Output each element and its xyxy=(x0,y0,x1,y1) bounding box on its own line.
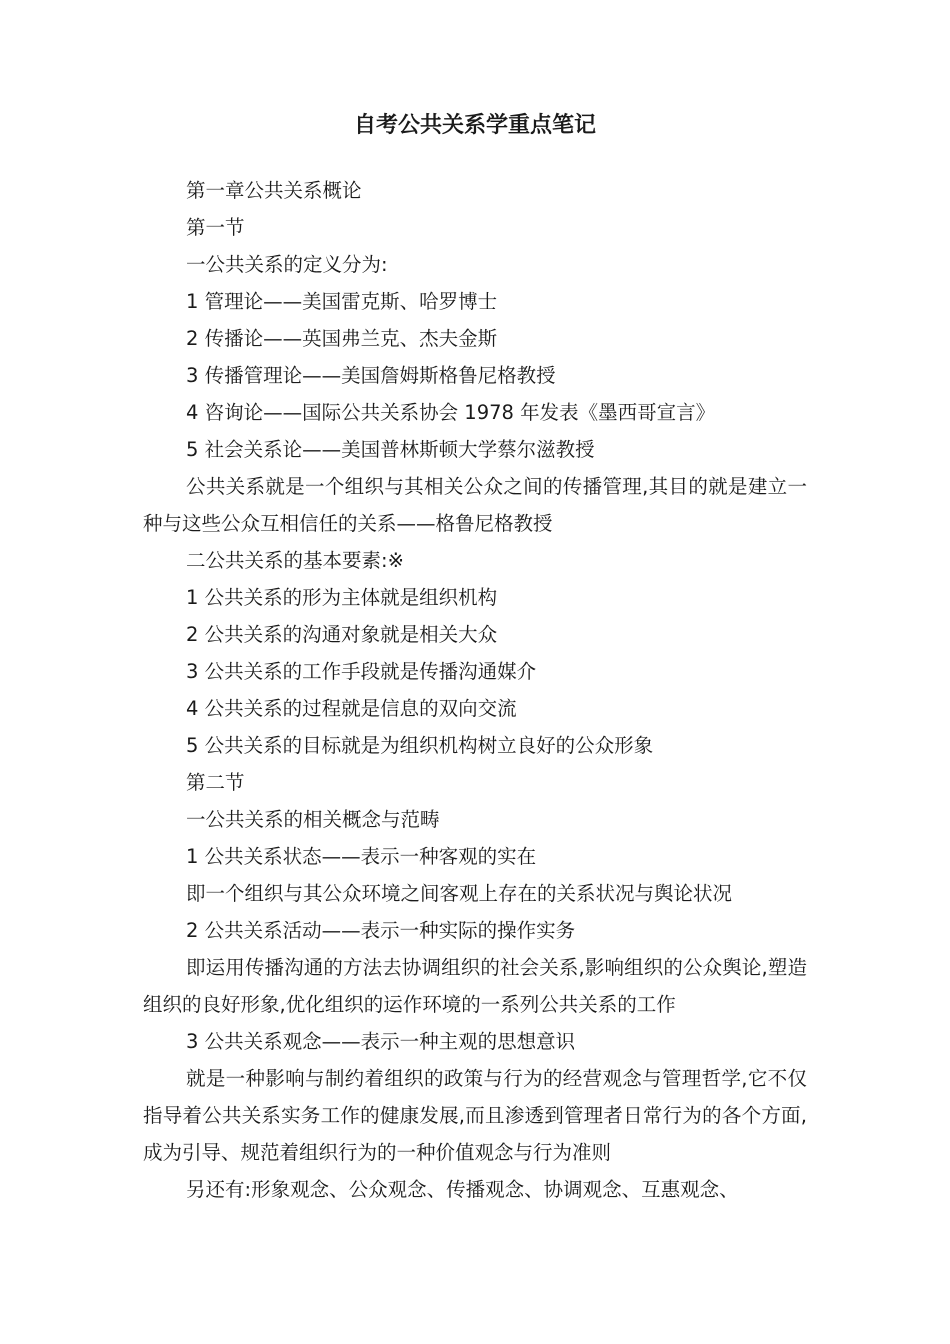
list-item: 1 公共关系的形为主体就是组织机构 xyxy=(186,586,498,609)
list-item: 1 管理论——美国雷克斯、哈罗博士 xyxy=(186,290,498,313)
section-heading: 第二节 xyxy=(186,771,245,794)
paragraph: 即一个组织与其公众环境之间客观上存在的关系状况与舆论状况 xyxy=(186,882,733,905)
subsection-heading: 一公共关系的相关概念与范畴 xyxy=(186,808,440,831)
list-item: 5 公共关系的目标就是为组织机构树立良好的公众形象 xyxy=(186,734,654,757)
paragraph: 就是一种影响与制约着组织的政策与行为的经营观念与管理哲学,它不仅指导着公共关系实务工作的健康发展,而且渗透到管理者日常行为的各个方面,成为引导、规范着组织行为的一种价值观念与行为准则 xyxy=(143,1067,807,1164)
chapter-heading: 第一章公共关系概论 xyxy=(186,179,362,202)
paragraph: 另还有:形象观念、公众观念、传播观念、协调观念、互惠观念、 xyxy=(186,1178,739,1201)
paragraph: 即运用传播沟通的方法去协调组织的社会关系,影响组织的公众舆论,塑造组织的良好形象,优化组织的运作环境的一系列公共关系的工作 xyxy=(143,956,807,1016)
document-body xyxy=(143,172,807,1208)
list-item: 3 公共关系观念——表示一种主观的思想意识 xyxy=(186,1030,576,1053)
list-item: 2 传播论——英国弗兰克、杰夫金斯 xyxy=(186,327,498,350)
section-heading: 第一节 xyxy=(186,216,245,239)
list-item: 5 社会关系论——美国普林斯顿大学蔡尔滋教授 xyxy=(186,438,595,461)
list-item: 1 公共关系状态——表示一种客观的实在 xyxy=(186,845,537,868)
list-item: 3 传播管理论——美国詹姆斯格鲁尼格教授 xyxy=(186,364,556,387)
subsection-heading: 二公共关系的基本要素:※ xyxy=(186,549,404,572)
list-item: 2 公共关系活动——表示一种实际的操作实务 xyxy=(186,919,576,942)
paragraph: 公共关系就是一个组织与其相关公众之间的传播管理,其目的就是建立一种与这些公众互相信任的关系——格鲁尼格教授 xyxy=(143,475,807,535)
list-item: 4 公共关系的过程就是信息的双向交流 xyxy=(186,697,517,720)
list-item: 4 咨询论——国际公共关系协会 1978 年发表《墨西哥宣言》 xyxy=(186,401,716,424)
list-item: 2 公共关系的沟通对象就是相关大众 xyxy=(186,623,498,646)
list-item: 3 公共关系的工作手段就是传播沟通媒介 xyxy=(186,660,537,683)
subsection-heading: 一公共关系的定义分为: xyxy=(186,253,388,276)
document-title: 自考公共关系学重点笔记 xyxy=(353,113,596,138)
